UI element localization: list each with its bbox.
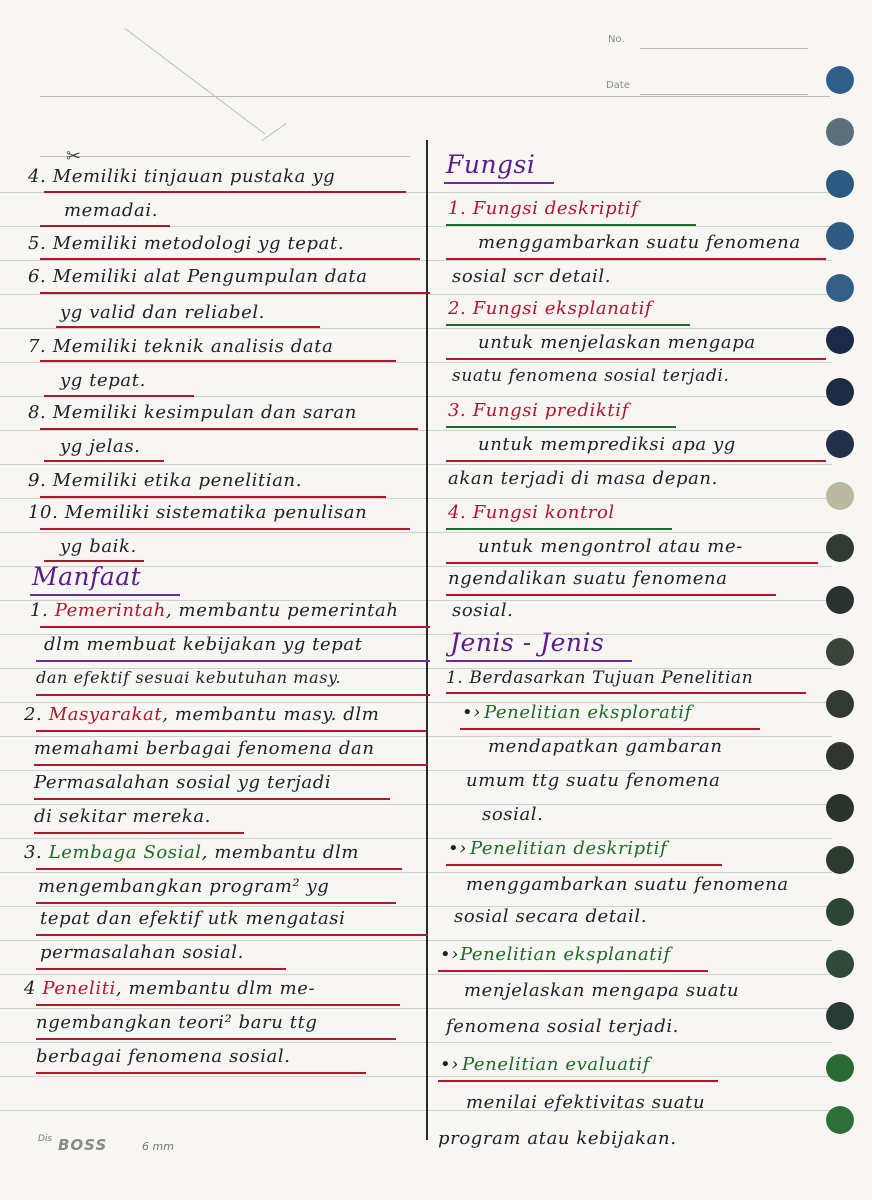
underline bbox=[56, 326, 320, 328]
underline bbox=[40, 428, 418, 430]
binder-hole bbox=[826, 742, 854, 770]
top-guide-line bbox=[40, 156, 410, 157]
ruled-line bbox=[0, 328, 832, 329]
jenis-1-line2: umum ttg suatu fenomena bbox=[466, 770, 721, 791]
manfaat-1-title: Pemerintah bbox=[54, 600, 166, 621]
jenis-1-line1: mendapatkan gambaran bbox=[488, 736, 723, 757]
manfaat-1-line2: dlm membuat kebijakan yg tepat bbox=[44, 634, 363, 655]
manfaat-3-line3: tepat dan efektif utk mengatasi bbox=[40, 908, 346, 929]
header-rule bbox=[40, 96, 830, 97]
bullet-icon: •› bbox=[448, 838, 468, 859]
binder-hole bbox=[826, 1106, 854, 1134]
no-line bbox=[640, 48, 808, 49]
underline bbox=[438, 970, 708, 972]
binder-hole bbox=[826, 950, 854, 978]
binder-hole bbox=[826, 846, 854, 874]
date-label: Date bbox=[606, 80, 630, 91]
binder-hole bbox=[826, 794, 854, 822]
ruled-line bbox=[0, 430, 832, 431]
binder-hole bbox=[826, 274, 854, 302]
underline bbox=[36, 968, 286, 970]
jenis-sub: 1. Berdasarkan Tujuan Penelitian bbox=[446, 668, 754, 688]
manfaat-3-title: Lembaga Sosial bbox=[48, 842, 202, 863]
left-item-10-line2: yg baik. bbox=[60, 536, 137, 557]
binder-hole bbox=[826, 1054, 854, 1082]
manfaat-4-line2: ngembangkan teori² baru ttg bbox=[36, 1012, 318, 1033]
underline bbox=[36, 934, 428, 936]
underline bbox=[40, 225, 170, 227]
binder-hole bbox=[826, 534, 854, 562]
fold-mark-2 bbox=[262, 123, 287, 141]
left-item-4-line1: 4. Memiliki tinjauan pustaka yg bbox=[28, 166, 336, 187]
center-margin-line bbox=[426, 140, 428, 1140]
underline bbox=[36, 1004, 400, 1006]
ruled-line bbox=[0, 1076, 832, 1077]
manfaat-2-num: 2. bbox=[24, 704, 43, 725]
fungsi-heading: Fungsi bbox=[446, 150, 536, 179]
manfaat-4-title: Peneliti bbox=[42, 978, 116, 999]
ruled-line bbox=[0, 1008, 832, 1009]
date-line bbox=[640, 94, 808, 95]
underline bbox=[446, 562, 818, 564]
ruled-line bbox=[0, 872, 832, 873]
underline bbox=[446, 660, 632, 662]
jenis-2-line1: menggambarkan suatu fenomena bbox=[466, 874, 789, 895]
underline bbox=[446, 258, 826, 260]
underline bbox=[36, 902, 396, 904]
bullet-icon: •› bbox=[440, 944, 460, 965]
binder-hole bbox=[826, 222, 854, 250]
jenis-2-title: Penelitian deskriptif bbox=[470, 838, 668, 859]
left-item-10-line1: 10. Memiliki sistematika penulisan bbox=[28, 502, 368, 523]
ruled-line bbox=[0, 362, 832, 363]
fungsi-1-line2: sosial scr detail. bbox=[452, 266, 612, 287]
manfaat-1-line1 bbox=[30, 600, 399, 621]
fungsi-4-title: 4. Fungsi kontrol bbox=[448, 502, 615, 523]
fungsi-4-line2: ngendalikan suatu fenomena bbox=[448, 568, 728, 589]
manfaat-1-num: 1. bbox=[30, 600, 49, 621]
binder-hole bbox=[826, 482, 854, 510]
fungsi-2-line1: untuk menjelaskan mengapa bbox=[478, 332, 756, 353]
fungsi-3-title: 3. Fungsi prediktif bbox=[448, 400, 629, 421]
underline bbox=[446, 460, 826, 462]
underline bbox=[40, 496, 386, 498]
ruled-line bbox=[0, 940, 832, 941]
manfaat-3-num: 3. bbox=[24, 842, 43, 863]
manfaat-3-line1 bbox=[24, 842, 359, 863]
manfaat-3-line2: mengembangkan program² yg bbox=[38, 876, 330, 897]
underline bbox=[40, 292, 430, 294]
manfaat-2-line2: memahami berbagai fenomena dan bbox=[34, 738, 375, 759]
underline bbox=[44, 460, 164, 462]
fungsi-2-line2: suatu fenomena sosial terjadi. bbox=[452, 366, 730, 386]
jenis-1-title: Penelitian eksploratif bbox=[484, 702, 692, 723]
left-item-8-line2: yg jelas. bbox=[60, 436, 141, 457]
jenis-3-line1: menjelaskan mengapa suatu bbox=[464, 980, 740, 1001]
underline bbox=[36, 1038, 396, 1040]
manfaat-4-line1 bbox=[24, 978, 315, 999]
manfaat-4-num: 4 bbox=[24, 978, 37, 999]
underline bbox=[44, 191, 406, 193]
left-item-4-line2: memadai. bbox=[64, 200, 159, 221]
binder-hole bbox=[826, 118, 854, 146]
manfaat-3-line4: permasalahan sosial. bbox=[40, 942, 244, 963]
manfaat-2-line1 bbox=[24, 704, 379, 725]
left-item-8-line1: 8. Memiliki kesimpulan dan saran bbox=[28, 402, 357, 423]
underline bbox=[446, 594, 776, 596]
fold-mark bbox=[125, 28, 265, 134]
binder-hole bbox=[826, 378, 854, 406]
underline bbox=[36, 1072, 366, 1074]
fungsi-1-title: 1. Fungsi deskriptif bbox=[448, 198, 639, 219]
jenis-4-line2: program atau kebijakan. bbox=[438, 1128, 677, 1149]
binder-hole bbox=[826, 326, 854, 354]
underline bbox=[44, 395, 194, 397]
underline bbox=[34, 798, 390, 800]
binder-hole bbox=[826, 690, 854, 718]
left-item-9: 9. Memiliki etika penelitian. bbox=[28, 470, 303, 491]
underline bbox=[446, 692, 806, 694]
jenis-3-title: Penelitian eksplanatif bbox=[460, 944, 671, 965]
manfaat-2-title: Masyarakat bbox=[48, 704, 163, 725]
underline bbox=[34, 832, 244, 834]
binder-hole bbox=[826, 66, 854, 94]
jenis-2-line2: sosial secara detail. bbox=[454, 906, 648, 927]
binder-hole bbox=[826, 170, 854, 198]
binder-hole bbox=[826, 1002, 854, 1030]
fungsi-4-line3: sosial. bbox=[452, 600, 514, 621]
underline bbox=[30, 594, 180, 596]
underline bbox=[36, 730, 426, 732]
jenis-4-line1: menilai efektivitas suatu bbox=[466, 1092, 706, 1113]
binder-hole bbox=[826, 898, 854, 926]
underline bbox=[460, 728, 760, 730]
manfaat-1-line3: dan efektif sesuai kebutuhan masy. bbox=[36, 668, 342, 687]
manfaat-2-line3: Permasalahan sosial yg terjadi bbox=[34, 772, 332, 793]
left-item-7-line1: 7. Memiliki teknik analisis data bbox=[28, 336, 334, 357]
ruled-line bbox=[0, 1042, 832, 1043]
underline bbox=[446, 528, 672, 530]
underline bbox=[40, 360, 396, 362]
underline bbox=[446, 224, 696, 226]
bullet-icon: •› bbox=[440, 1054, 460, 1075]
jenis-heading: Jenis - Jenis bbox=[450, 628, 605, 657]
jenis-4-title: Penelitian evaluatif bbox=[462, 1054, 651, 1075]
underline bbox=[36, 868, 402, 870]
fungsi-3-line2: akan terjadi di masa depan. bbox=[448, 468, 718, 489]
binder-hole bbox=[826, 638, 854, 666]
ruled-line bbox=[0, 838, 832, 839]
manfaat-2-line4: di sekitar mereka. bbox=[34, 806, 211, 827]
ruled-line bbox=[0, 532, 832, 533]
ruled-line bbox=[0, 974, 832, 975]
ruled-line bbox=[0, 498, 832, 499]
underline bbox=[36, 694, 430, 696]
underline bbox=[446, 358, 826, 360]
fungsi-2-title: 2. Fungsi eksplanatif bbox=[448, 298, 653, 319]
manfaat-2-rest: , membantu masy. dlm bbox=[162, 704, 380, 725]
underline bbox=[40, 528, 410, 530]
manfaat-4-line3: berbagai fenomena sosial. bbox=[36, 1046, 291, 1067]
no-label: No. bbox=[608, 34, 625, 45]
scissors-icon: ✂ bbox=[66, 146, 82, 167]
ruled-line bbox=[0, 294, 832, 295]
ruled-line bbox=[0, 1110, 832, 1111]
manfaat-4-rest: , membantu dlm me- bbox=[115, 978, 316, 999]
brand-prefix: Dis bbox=[38, 1134, 53, 1144]
underline bbox=[438, 1080, 718, 1082]
bullet-icon: •› bbox=[462, 702, 482, 723]
fungsi-1-line1: menggambarkan suatu fenomena bbox=[478, 232, 801, 253]
brand-logo: BOSS bbox=[58, 1136, 108, 1154]
ruled-line bbox=[0, 260, 832, 261]
binder-hole bbox=[826, 586, 854, 614]
manfaat-1-rest: , membantu pemerintah bbox=[165, 600, 399, 621]
line-spacing-label: 6 mm bbox=[142, 1140, 174, 1153]
manfaat-3-rest: , membantu dlm bbox=[201, 842, 360, 863]
left-item-6-line1: 6. Memiliki alat Pengumpulan data bbox=[28, 266, 368, 287]
fungsi-4-line1: untuk mengontrol atau me- bbox=[478, 536, 743, 557]
left-item-5: 5. Memiliki metodologi yg tepat. bbox=[28, 233, 345, 254]
jenis-1-line3: sosial. bbox=[482, 804, 544, 825]
underline bbox=[444, 182, 554, 184]
fungsi-3-line1: untuk memprediksi apa yg bbox=[478, 434, 736, 455]
ruled-line bbox=[0, 804, 832, 805]
ruled-line bbox=[0, 702, 832, 703]
left-item-7-line2: yg tepat. bbox=[60, 370, 146, 391]
ruled-line bbox=[0, 464, 832, 465]
ruled-line bbox=[0, 906, 832, 907]
binder-hole bbox=[826, 430, 854, 458]
manfaat-heading: Manfaat bbox=[32, 562, 142, 591]
underline bbox=[446, 324, 690, 326]
underline bbox=[446, 864, 722, 866]
left-item-6-line2: yg valid dan reliabel. bbox=[60, 302, 265, 323]
jenis-3-line2: fenomena sosial terjadi. bbox=[446, 1016, 679, 1037]
underline bbox=[40, 626, 430, 628]
underline bbox=[36, 660, 430, 662]
underline bbox=[34, 764, 428, 766]
underline bbox=[446, 426, 676, 428]
underline bbox=[40, 258, 420, 260]
